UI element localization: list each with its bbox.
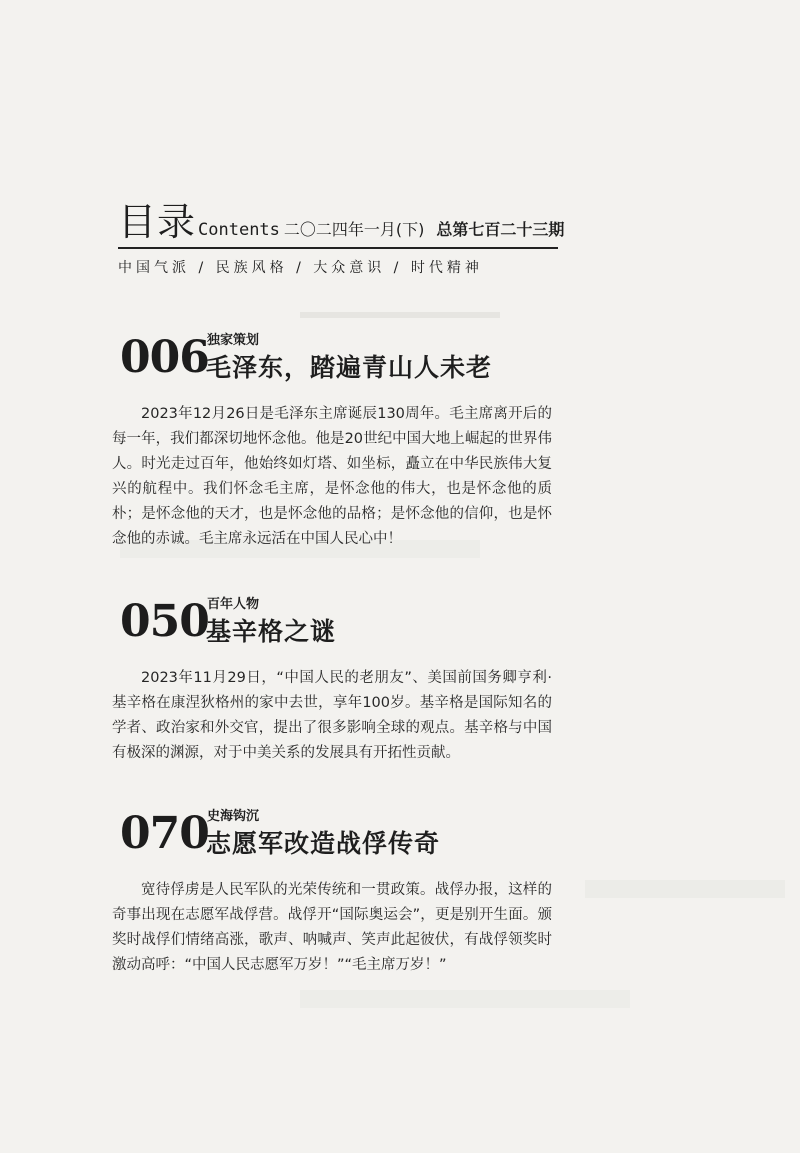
toc-title: 目录 bbox=[118, 200, 197, 244]
entry-summary: 2023年12月26日是毛泽东主席诞辰130周年。毛主席离开后的每一年，我们都深切地怀念他。他是20世纪中国大地上崛起的世界伟人。时光走过百年，他始终如灯塔、如坐标，矗立在中华民族伟大复兴的航程中。我们怀念毛主席，是怀念他的伟大，也是怀念他的质朴；是怀念他的天才，也是怀念他的品格；是怀念他的信仰，也是怀念他的赤诚。毛主席永远活在中国人民心中！ bbox=[112, 406, 552, 547]
entry-category: 独家策划 bbox=[207, 333, 260, 348]
entry-heading bbox=[110, 326, 580, 390]
show-through-texture bbox=[585, 880, 785, 898]
entry-category: 史海钩沉 bbox=[207, 809, 260, 824]
magazine-slogan: 中国气派 / 民族风格 / 大众意识 / 时代精神 bbox=[118, 260, 483, 276]
entry-summary: 宽待俘虏是人民军队的光荣传统和一贯政策。战俘办报，这样的奇事出现在志愿军战俘营。战俘开“国际奥运会”，更是别开生面。颁奖时战俘们情绪高涨，歌声、呐喊声、笑声此起彼伏，有战俘领奖时激动高呼：“中国人民志愿军万岁！”“毛主席万岁！” bbox=[112, 882, 552, 973]
entry-title[interactable]: 基辛格之谜 bbox=[206, 617, 337, 646]
entry-heading bbox=[110, 590, 580, 654]
entry-category: 百年人物 bbox=[207, 597, 260, 612]
toc-entry-070[interactable] bbox=[110, 802, 580, 978]
toc-entry-006[interactable] bbox=[110, 326, 580, 552]
toc-title-row bbox=[118, 200, 568, 244]
entry-page-number: 070 bbox=[120, 808, 209, 859]
toc-header bbox=[118, 200, 568, 277]
entry-heading bbox=[110, 802, 580, 866]
entry-summary: 2023年11月29日，“中国人民的老朋友”、美国前国务卿亨利·基辛格在康涅狄格州的家中去世，享年100岁。基辛格是国际知名的学者、政治家和外交官，提出了很多影响全球的观点。基辛格与中国有极深的渊源，对于中美关系的发展具有开拓性贡献。 bbox=[112, 670, 552, 761]
entry-title[interactable]: 志愿军改造战俘传奇 bbox=[206, 829, 441, 858]
entry-page-number: 050 bbox=[120, 596, 209, 647]
show-through-texture bbox=[300, 990, 630, 1008]
entry-title[interactable]: 毛泽东，踏遍青山人未老 bbox=[206, 353, 493, 382]
issue-date: 二〇二四年一月(下) bbox=[283, 220, 425, 239]
contents-label: Contents bbox=[198, 220, 280, 240]
toc-entry-050[interactable] bbox=[110, 590, 580, 766]
header-divider bbox=[118, 247, 558, 249]
issue-total: 总第七百二十三期 bbox=[436, 220, 565, 239]
entry-page-number: 006 bbox=[120, 332, 209, 383]
